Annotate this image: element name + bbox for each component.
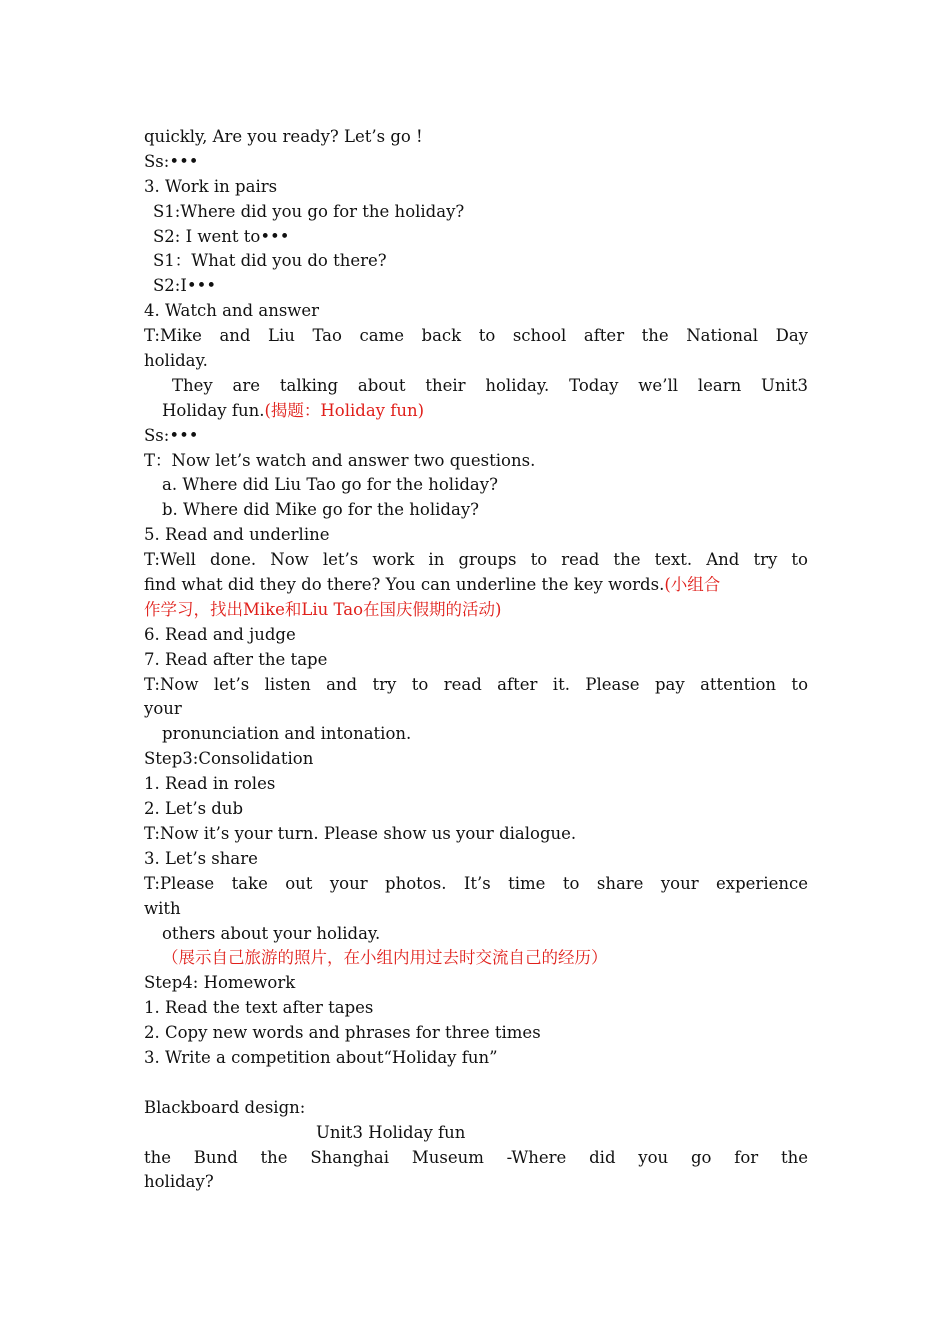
blackboard-line: the Bund the Shanghai Museum -Where did you go for the: [144, 1147, 808, 1167]
question-item: b. Where did Mike go for the holiday?: [162, 500, 479, 520]
text-line: others about your holiday.: [162, 923, 381, 943]
text-line: They are talking about their holiday. Today we’ll learn Unit3: [172, 375, 808, 395]
list-item: 3. Let’s share: [144, 848, 258, 868]
text-line: pronunciation and intonation.: [162, 724, 412, 744]
teacher-note: （展示自己旅游的照片，在小组内用过去时交流自己的经历）: [162, 948, 608, 968]
text-span: find what did they do there? You can underline the key words.: [144, 575, 665, 595]
list-item: 1. Read in roles: [144, 774, 276, 794]
list-item: 6. Read and judge: [144, 624, 296, 644]
lesson-plan-body: [144, 125, 808, 1195]
list-item: 3. Write a competition about“Holiday fun”: [144, 1047, 498, 1067]
section-heading: Step3:Consolidation: [144, 749, 314, 769]
teacher-note: (小组合: [664, 575, 721, 595]
text-line: your: [144, 699, 182, 719]
section-heading: Blackboard design:: [144, 1097, 306, 1117]
text-line: T:Mike and Liu Tao came back to school after the National Day: [144, 326, 808, 346]
text-line: with: [144, 898, 181, 918]
text-line: holiday.: [144, 351, 208, 371]
blackboard-line: holiday?: [144, 1172, 214, 1192]
text-line: Ss:•••: [144, 151, 199, 171]
question-item: a. Where did Liu Tao go for the holiday?: [162, 475, 498, 495]
dialogue-line: S1：What did you do there?: [153, 251, 387, 271]
list-item: 3. Work in pairs: [144, 176, 278, 196]
text-line: [144, 399, 808, 424]
list-item: 1. Read the text after tapes: [144, 998, 374, 1018]
text-line: T:Please take out your photos. It’s time to share your experience: [144, 873, 808, 893]
dialogue-line: S2:I•••: [153, 276, 217, 296]
blackboard-title: Unit3 Holiday fun: [316, 1122, 466, 1142]
section-heading: Step4: Homework: [144, 973, 296, 993]
text-line: T:Well done. Now let’s work in groups to read the text. And try to: [144, 550, 808, 570]
spacer: [144, 1071, 808, 1096]
text-line: [144, 573, 808, 598]
teacher-note: 作学习，找出Mike和Liu Tao在国庆假期的活动): [144, 599, 502, 619]
text-line: T：Now let’s watch and answer two questions.: [144, 450, 536, 470]
dialogue-line: S1:Where did you go for the holiday?: [153, 201, 465, 221]
list-item: 5. Read and underline: [144, 525, 330, 545]
list-item: 7. Read after the tape: [144, 649, 328, 669]
text-line: Ss:•••: [144, 425, 199, 445]
list-item: 2. Let’s dub: [144, 799, 244, 819]
text-line: T:Now it’s your turn. Please show us your dialogue.: [144, 823, 577, 843]
dialogue-line: S2: I went to•••: [153, 226, 290, 246]
text-span: Holiday fun.: [162, 400, 265, 420]
text-line: quickly, Are you ready? Let’s go !: [144, 127, 423, 146]
list-item: 2. Copy new words and phrases for three times: [144, 1023, 541, 1043]
text-line: T:Now let’s listen and try to read after it. Please pay attention to: [144, 674, 808, 694]
list-item: 4. Watch and answer: [144, 301, 320, 321]
teacher-note: (揭题：Holiday fun): [264, 400, 425, 420]
